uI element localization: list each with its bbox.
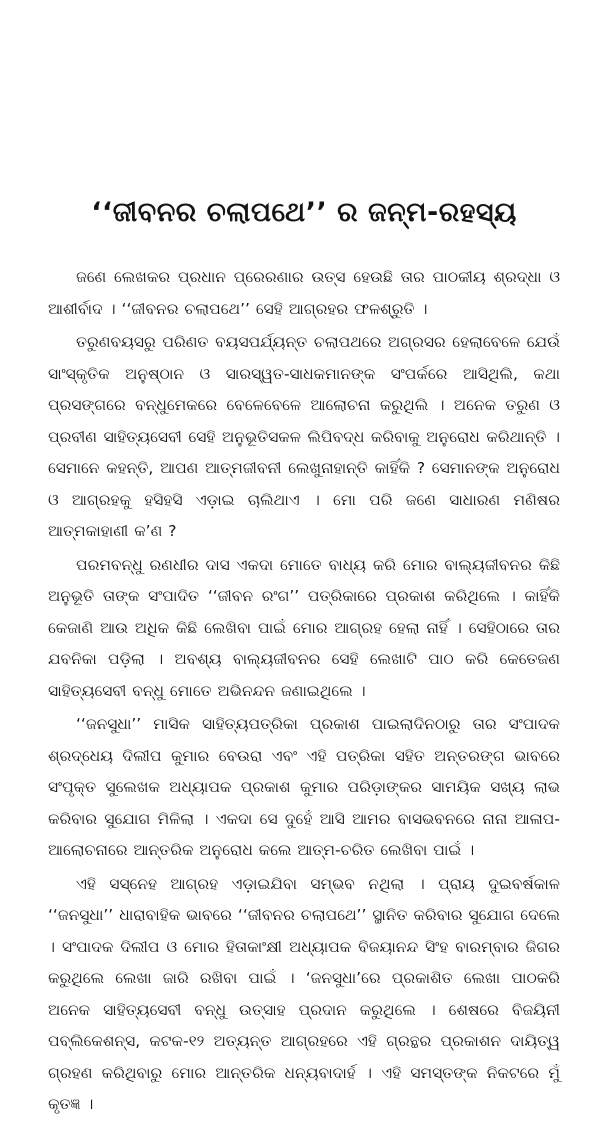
paragraph-3: ପରମବନ୍ଧୁ ରଣଧୀର ଦାସ ଏକଦା ମୋତେ ବାଧ୍ୟ କରି ମୋର ବାଲ୍ୟଜୀବନର କିଛି ଅନୁଭୂତି ତାଙ୍କ ସଂପାଦିତ ‘‘ଜୀବନ ରଂଗ’’ ପତ୍ରିକାରେ ପ୍ରକାଶ କରିଥିଲେ । କାହିଁକି କେଜାଣି ଆଉ ଅଧିକ କିଛି ଲେଖିବା ପାଇଁ ମୋର ଆଗ୍ରହ ହେଲା ନାହିଁ । ସେହିଠାରେ ତାର ଯବନିକା ପଡ଼ିଲା । ଅବଶ୍ୟ ବାଲ୍ୟଜୀବନର ସେହି ଲେଖାଟି ପାଠ କରି କେତେଜଣ ସାହିତ୍ୟସେବୀ ବନ୍ଧୁ ମୋତେ ଅଭିନନ୍ଦନ ଜଣାଇଥିଲେ ।	[48, 555, 560, 700]
paragraph-5: ଏହି ସସ୍ନେହ ଆଗ୍ରହ ଏଡ଼ାଇଯିବା ସମ୍ଭବ ନଥିଲା । ପ୍ରାୟ ଦୁଇବର୍ଷକାଳ ‘‘ଜନସୁଧା’’ ଧାରାବାହିକ ଭାବରେ ‘‘ଜୀବନର ଚଲାପଥେ’’ ସ୍ଥାନିତ କରିବାର ସୁଯୋଗ ଦେଲେ । ସଂପାଦକ ଦିଲୀପ ଓ ମୋର ହିତାକାଂକ୍ଷୀ ଅଧ୍ୟାପକ ବିଜୟାନନ୍ଦ ସିଂହ ବାରମ୍ବାର ଜିଗର କରୁଥିଲେ ଲେଖା ଜାରି ରଖିବା ପାଇଁ । ‘ଜନସୁଧା’ରେ ପ୍ରକାଶିତ ଲେଖା ପାଠକରି ଅନେକ ସାହିତ୍ୟସେବୀ ବନ୍ଧୁ ଉତ୍ସାହ ପ୍ରଦାନ କରୁଥିଲେ । ଶେଷରେ ବିଜୟିନୀ ପବ୍ଲିକେଶନ୍ସ, କଟକ-୧୨ ଅତ୍ୟନ୍ତ ଆଗ୍ରହରେ ଏହି ଗ୍ରନ୍ଥର ପ୍ରକାଶନ ଦାୟିତ୍ୱ ଗ୍ରହଣ କରିଥିବାରୁ ମୋର ଆନ୍ତରିକ ଧନ୍ୟବାଦାର୍ହ । ଏହି ସମସ୍ତଙ୍କ ନିକଟରେ ମୁଁ କୃତଜ୍ଞ ।	[48, 874, 560, 1113]
paragraph-1: ଜଣେ ଲେଖକର ପ୍ରଧାନ ପ୍ରେରଣାର ଉତ୍ସ ହେଉଛି ତାର ପାଠକୀୟ ଶ୍ରଦ୍ଧା ଓ ଆଶୀର୍ବାଦ । ‘‘ଜୀବନର ଚଲାପଥେ’’ ସେହି ଆଗ୍ରହର ଫଳଶ୍ରୁତି ।	[48, 268, 560, 318]
body-text	[48, 262, 560, 1121]
paragraph-2: ତରୁଣବୟସରୁ ପରିଣତ ବୟସପର୍ଯ୍ୟନ୍ତ ଚଲାପଥରେ ଅଗ୍ରସର ହେଲାବେଳେ ଯେଉଁ ସାଂସ୍କୃତିକ ଅନୁଷ୍ଠାନ ଓ ସାରସ୍ୱତ-ସାଧକମାନଙ୍କ ସଂପର୍କରେ ଆସିଥିଲି, କଥା ପ୍ରସଙ୍ଗରେ ବନ୍ଧୁମେକରେ ବେଳେବେଳେ ଆଲୋଚନା କରୁଥିଲି । ଅନେକ ତରୁଣ ଓ ପ୍ରବୀଣ ସାହିତ୍ୟସେବୀ ସେହି ଅନୁଭୂତିସକଳ ଲିପିବଦ୍ଧ କରିବାକୁ ଅନୁରୋଧ କରିଥାନ୍ତି । ସେମାନେ କହନ୍ତି, ଆପଣ ଆତ୍ମଜୀବନୀ ଲେଖୁନାହାନ୍ତି କାହିଁକି ? ସେମାନଙ୍କ ଅନୁରୋଧ ଓ ଆଗ୍ରହକୁ ହସିହସି ଏଡ଼ାଇ ଚାଲିଥାଏ । ମୋ ପରି ଜଣେ ସାଧାରଣ ମଣିଷର ଆତ୍ମକାହାଣୀ କ’ଣ ?	[48, 333, 560, 540]
paragraph-4: ‘‘ଜନସୁଧା’’ ମାସିକ ସାହିତ୍ୟପତ୍ରିକା ପ୍ରକାଶ ପାଇଲାଦିନଠାରୁ ତାର ସଂପାଦକ ଶ୍ରଦ୍ଧେୟ ଦିଲୀପ କୁମାର ବେଉରା ଏବଂ ଏହି ପତ୍ରିକା ସହିତ ଅନ୍ତରଙ୍ଗ ଭାବରେ ସଂପୃକ୍ତ ସୁଲେଖକ ଅଧ୍ୟାପକ ପ୍ରକାଶ କୁମାର ପରିଡ଼ାଙ୍କର ସାମୟିକ ସଖ୍ୟ ଲାଭ କରିବାର ସୁଯୋଗ ମିଳିଲା । ଏକଦା ସେ ଦୁହେଁ ଆସି ଆମର ବାସଭବନରେ ନାନା ଆଳାପ-ଆଲୋଚନାରେ ଆନ୍ତରିକ ଅନୁରୋଧ କଲେ ଆତ୍ମ-ଚରିତ ଲେଖିବା ପାଇଁ ।	[48, 715, 560, 859]
page-title: ‘‘ଜୀବନର ଚଲାପଥେ’’ ର ଜନ୍ମ-ରହସ୍ୟ	[91, 197, 517, 228]
